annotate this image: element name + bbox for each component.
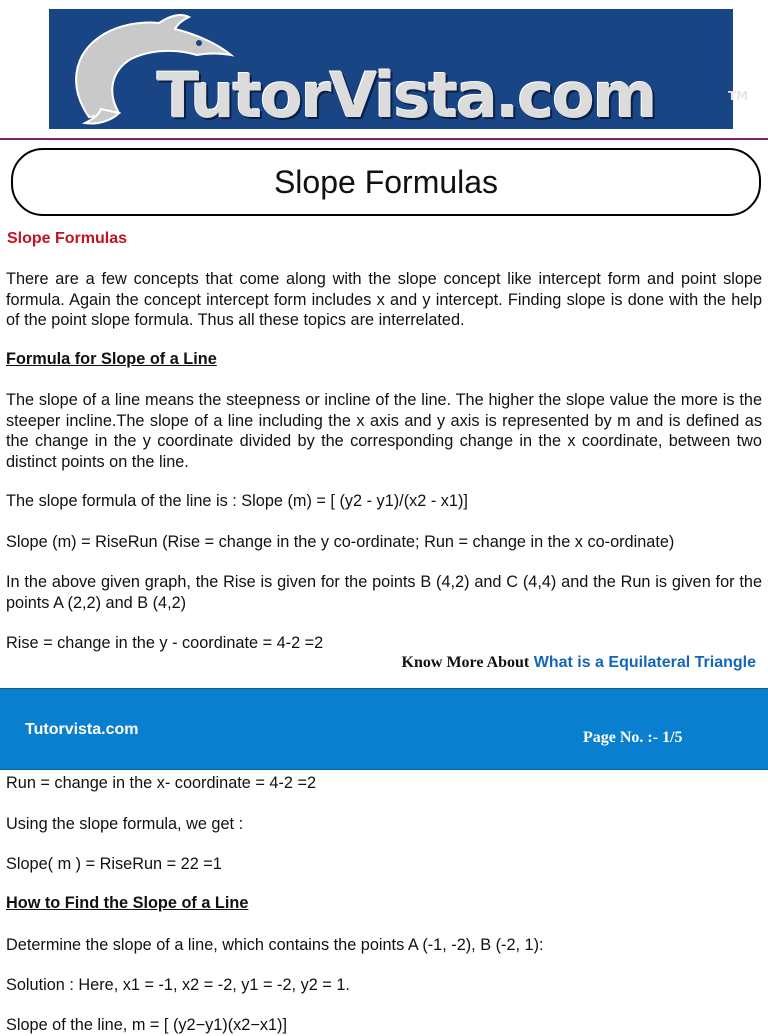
header-divider	[0, 138, 768, 140]
graph-note-paragraph: In the above given graph, the Rise is given for the points B (4,2) and C (4,4) and the Run is given for the points A (2,2) and B (4,2)	[6, 573, 762, 612]
intro-paragraph: There are a few concepts that come along with the slope concept like intercept form and point slope formula. Again the concept intercept form includes x and y intercept. Finding slope is done with the help of the point slope formula. Thus all these topics are interrelated.	[6, 270, 762, 329]
determine-paragraph: Determine the slope of a line, which contains the points A (-1, -2), B (-2, 1):	[6, 936, 544, 954]
run-calc-paragraph: Run = change in the x- coordinate = 4-2 =2	[6, 774, 317, 792]
logo-text: TutorVista.com	[157, 59, 656, 132]
page-title: Slope Formulas	[273, 163, 499, 200]
formula-heading: Formula for Slope of a Line	[6, 350, 217, 368]
footer-site-name: Tutorvista.com	[25, 721, 139, 738]
know-more-link[interactable]: What is a Equilateral Triangle	[533, 654, 756, 671]
find-slope-heading: How to Find the Slope of a Line	[6, 894, 249, 912]
page-footer	[0, 688, 768, 770]
slope-result-paragraph: Slope( m ) = RiseRun = 22 =1	[6, 855, 222, 873]
page-title-box	[11, 148, 761, 216]
using-paragraph: Using the slope formula, we get :	[6, 815, 244, 833]
rise-calc-paragraph: Rise = change in the y - coordinate = 4-2 =2	[6, 634, 324, 652]
trademark-mark: TM	[728, 89, 749, 103]
slope-line-paragraph: Slope of the line, m = [ (y2−y1)(x2−x1)]	[6, 1016, 287, 1034]
footer-page-number: Page No. :- 1/5	[583, 729, 683, 746]
formula-paragraph: The slope formula of the line is : Slope (m) = [ (y2 - y1)/(x2 - x1)]	[6, 492, 468, 510]
know-more-label: Know More About	[401, 654, 530, 671]
rise-run-paragraph: Slope (m) = RiseRun (Rise = change in the y co-ordinate; Run = change in the x co-ordinate)	[6, 533, 675, 551]
know-more	[402, 654, 756, 672]
logo-banner	[49, 9, 749, 132]
solution-paragraph: Solution : Here, x1 = -1, x2 = -2, y1 = -2, y2 = 1.	[6, 976, 350, 994]
section-heading: Slope Formulas	[7, 230, 128, 247]
definition-paragraph: The slope of a line means the steepness or incline of the line. The higher the slope value the more is the steeper incline.The slope of a line including the x axis and y axis is represented by m and is defined as the change in the y coordinate divided by the corresponding change in the x coordinate, between two distinct points on the line.	[6, 391, 762, 471]
